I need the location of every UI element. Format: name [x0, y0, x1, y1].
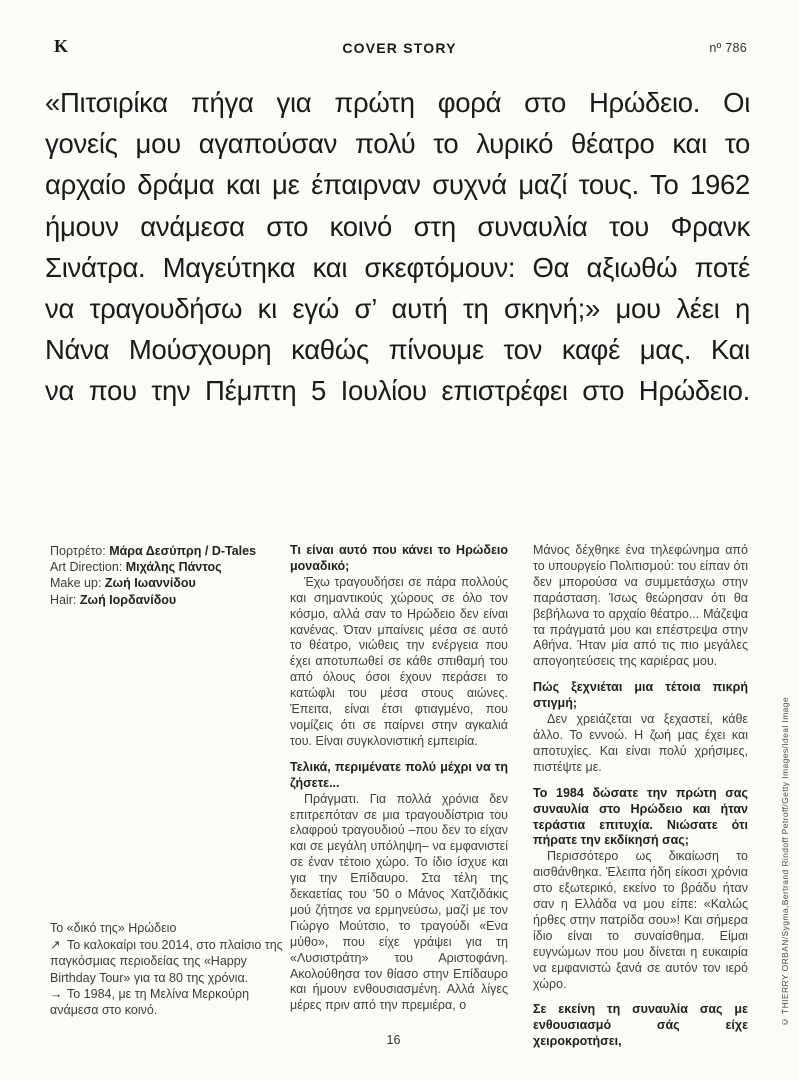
credits-block — [50, 543, 282, 608]
caption-entries — [50, 937, 288, 1018]
headline-line: ήμουν ανάμεσα στο κοινό στη συναυλία του Φρανκ — [45, 210, 750, 242]
headline-line: αρχαίο δράμα και με έπαιρναν συχνά μαζί τους. Το 1962 — [45, 169, 750, 201]
question-paragraph: Τελικά, περιμένατε πολύ μέχρι να τη ζήσετε... — [290, 759, 508, 790]
photo-credit-vertical: © THIERRY ORBAN/Sygma,Bertrand Rindoff Petroff/Getty Images/Ideal Image — [780, 696, 790, 1027]
question-paragraph: Πώς ξεχνιέται μια τέτοια πικρή στιγμή; — [533, 680, 748, 711]
credit-item: Πορτρέτο: Μάρα Δεσύπρη / D-Tales — [50, 544, 257, 558]
headline-line: να τραγουδήσω κι εγώ σ’ αυτή τη σκηνή;» μου λέει η — [45, 293, 750, 325]
headline-line: γονείς μου αγαπούσαν πολύ το λυρικό θέατρο και το — [45, 128, 750, 160]
magazine-logo: K — [54, 36, 69, 56]
credit-item: Art Direction: Μιχάλης Πάντος — [50, 560, 222, 575]
page-number: 16 — [386, 1033, 401, 1047]
answer-paragraph: Δεν χρειάζεται να ξεχαστεί, κάθε άλλο. Το εννοώ. Η ζωή μας έχει και αποτυχίες. Και είναι πολύ χρήσιμες, πιστέψτε με. — [533, 712, 748, 774]
caption-entry: ↗ Το καλοκαίρι του 2014, στο πλαίσιο της παγκόσμιας περιοδείας της «Happy Birthday Tour» για τα 80 της χρόνια. — [50, 938, 283, 985]
credit-item: Hair: Ζωή Ιορδανίδου — [50, 592, 177, 607]
credit-item: Make up: Ζωή Ιωαννίδου — [50, 576, 196, 591]
headline-line: «Πιτσιρίκα πήγα για πρώτη φορά στο Ηρώδειο. Οι — [45, 87, 750, 118]
left-column — [50, 543, 282, 608]
question-paragraph: Σε εκείνη τη συναυλία σας με ενθουσιασμό σάς είχε χειροκροτήσει, — [533, 1002, 748, 1049]
headline-line: Νάνα Μούσχουρη καθώς πίνουμε τον καφέ μας. Και — [45, 334, 750, 366]
question-paragraph: Το 1984 δώσατε την πρώτη σας συναυλία στο Ηρώδειο και ήταν τεράστια επιτυχία. Νιώσατε ότι πήρατε την εκδίκησή σας; — [533, 785, 748, 848]
right-text-column — [533, 543, 748, 1050]
headline-line: να που την Πέμπτη 5 Ιουλίου επιστρέφει στο Ηρώδειο. — [45, 375, 750, 407]
caption-entry: → Το 1984, με τη Μελίνα Μερκούρη ανάμεσα στο κοινό. — [50, 986, 250, 1018]
answer-continuation-paragraph: Μάνος δέχθηκε ένα τηλεφώνημα από το υπουργείο Πολιτισμού: του είπαν ότι δεν μπορούσα να συμμετάσχω στην παράσταση. Ίσως θεώρησαν ότι θα βεβήλωνα το αρχαίο θέατρο... Μάζεψα τα πράγματά μου και επέστρεψα στην Αθήνα. Ήταν μία από τις πιο μεγάλες απογοητεύσεις της καριέρας μου. — [533, 543, 748, 669]
question-paragraph: Τι είναι αυτό που κάνει το Ηρώδειο μοναδικό; — [290, 543, 508, 573]
photo-caption-block — [50, 920, 288, 1018]
headline-line: Σινάτρα. Μαγεύτηκα και σκεφτόμουν: Θα αξιωθώ ποτέ — [45, 251, 750, 283]
issue-number: nº 786 — [709, 41, 747, 55]
section-title: COVER STORY — [342, 40, 457, 56]
caption-title: Το «δικό της» Ηρώδειο — [50, 921, 177, 935]
answer-paragraph: Πράγματι. Για πολλά χρόνια δεν επιτρεπόταν σε μια τραγουδίστρια του ελαφρού τραγουδιού –που δεν το είχαν και σε μεγάλη υπόληψη– να εμφανιστεί σε έναν τέτοιο χώρο. Το ίδιο ίσχυε και για την Επίδαυρο. Στα τέλη της δεκαετίας του ’50 ο Μάνος Χατζιδάκις μού ζήτησε να ερμηνεύσω, μαζί με τον Γιώργο Μούτσιο, το τραγούδι «Ενα μύθο», που είχε γράψει για τη «Λυσιστράτη» του Αριστοφάνη. Ακολούθησα τον θίασο στην Επίδαυρο και ήμουν ενθουσιασμένη. Αλλά λίγες μέρες πριν από την πρεμιέρα, ο — [290, 791, 508, 1013]
pull-quote-headline — [45, 82, 750, 412]
caption-arrow-icon: ↗ — [50, 938, 61, 953]
answer-paragraph: Περισσότερο ως δικαίωση το αισθάνθηκα. Έλειπα ήδη είκοσι χρόνια στο εξωτερικό, εκείνο το βράδυ ήταν σαν η Ελλάδα να μου είπε: «Καλώς ήρθες στην πατρίδα σου»! Και σήμερα ίδιο είναι το συναίσθημα. Είμαι ευγνώμων που μου δίνεται η ευκαιρία να εμφανιστώ ξανά σε αυτόν τον ιερό χώρο. — [533, 849, 748, 991]
caption-arrow-icon: → — [50, 986, 63, 1001]
middle-text-column — [290, 543, 508, 1014]
answer-paragraph: Έχω τραγουδήσει σε πάρα πολλούς και σημαντικούς χώρους σε όλο τον κόσμο, αλλά σαν το Ηρώδειο δεν είναι κανένας. Όταν μπαίνεις μέσα σε αυτό το θέατρο, νιώθεις την ενέργεια που έχει αποτυπωθεί σε κάθε σπιθαμή του από όλους όσοι έχουν περάσει το κατώφλι του μέσα στους αιώνες. Έπειτα, είναι έτσι φτιαγμένο, που νομίζεις ότι σε παίρνει στην αγκαλιά του. Είναι συγκλονιστική εμπειρία. — [290, 574, 508, 748]
